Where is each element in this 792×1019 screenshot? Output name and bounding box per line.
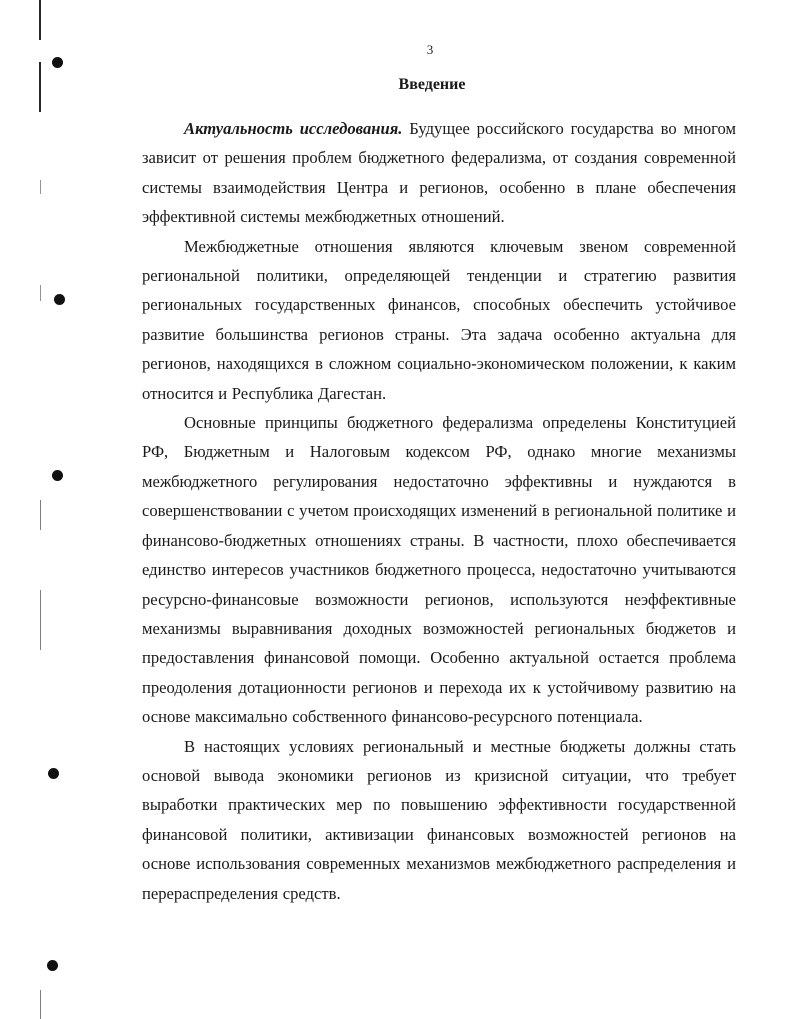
paragraph: Основные принципы бюджетного федерализма определены Конституцией РФ, Бюджетным и Налоговым кодексом РФ, однако многие механизмы межбюджетного регулирования недостаточно эффективны и нуждаются в совершенствовании с учетом происходящих изменений в региональной политике и финансово-бюджетных отношениях страны. В частности, плохо обеспечивается единство интересов участников бюджетного процесса, недостаточно учитываются ресурсно-финансовые возможности регионов, используются неэффективные механизмы выравнивания доходных возможностей региональных бюджетов и предоставления финансовой помощи. Особенно актуальной остается проблема преодоления дотационности регионов и перехода их к устойчивому развитию на основе максимально собственного финансово-ресурсного потенциала. — [142, 413, 736, 727]
scan-edge-line — [40, 285, 41, 301]
punch-hole — [52, 470, 63, 481]
scan-edge-line — [39, 0, 41, 40]
punch-hole — [52, 57, 63, 68]
paragraph: Межбюджетные отношения являются ключевым звеном современной региональной политики, определяющей тенденции и стратегию развития региональных государственных финансов, способных обеспечить устойчивое развитие большинства регионов страны. Эта задача особенно актуальна для регионов, находящихся в сложном социально-экономическом положении, к каким относится и Республика Дагестан. — [142, 236, 736, 403]
punch-hole — [48, 768, 59, 779]
document-body — [142, 114, 736, 908]
scan-edge-line — [40, 500, 41, 530]
paragraph-text: Будущее российского государства во многом зависит от решения проблем бюджетного федерализма, от создания современной системы взаимодействия Центра и регионов, особенно в плане обеспечения эффективной системы межбюджетных отношений. — [142, 119, 737, 227]
scan-edge-line — [40, 180, 41, 194]
paragraph: В настоящих условиях региональный и местные бюджеты должны стать основой вывода экономики регионов из кризисной ситуации, что требует выработки практических мер по повышению эффективности государственной финансовой политики, активизации финансовых возможностей регионов на основе использования современных механизмов межбюджетного распределения и перераспределения средств. — [142, 736, 736, 903]
punch-hole — [47, 960, 58, 971]
paragraph-lead: Актуальность исследования. — [184, 119, 403, 138]
page-title: Введение — [398, 76, 466, 93]
scan-edge-line — [40, 590, 41, 650]
scan-edge-line — [40, 990, 41, 1019]
paragraph — [142, 114, 736, 232]
page-number: 3 — [426, 42, 434, 57]
punch-hole — [54, 294, 65, 305]
